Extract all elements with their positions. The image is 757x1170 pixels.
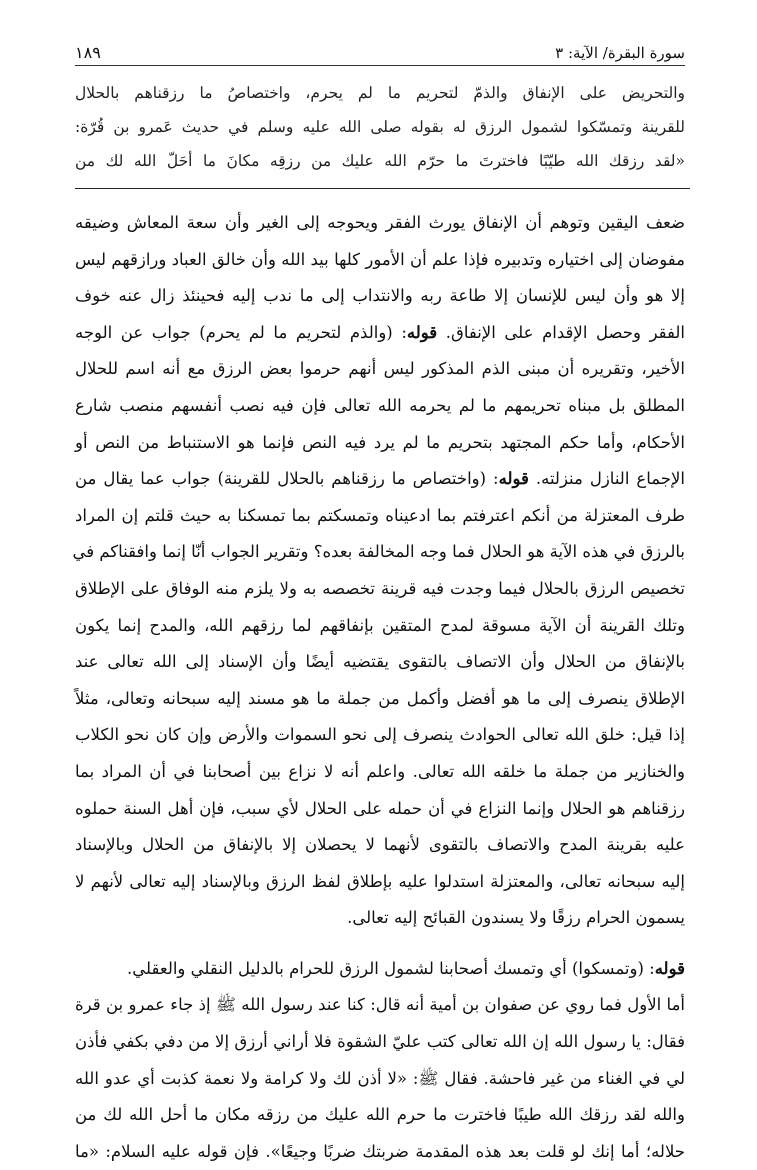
text-line: تخصيص الرزق بالحلال فيما وجدت فيه قرينة تخصصه به ولا يلزم منه الوفاق على الإطلاق xyxy=(75,578,685,598)
text-line: بالإنفاق من الحلال وأن الاتصاف بالتقوى يقتضيه أيضًا وأن الإسناد إلى الله تعالى عند xyxy=(75,652,685,672)
text-line: رزقناهم هو الحلال وإنما النزاع في أن حمله على الحلال لأي سبب، فإن أهل السنة حملوه xyxy=(75,798,685,818)
text-line: إليه سبحانه تعالى، والمعتزلة استدلوا عليه بإطلاق لفظ الرزق وبالإسناد إليه تعالى لأنهم لا xyxy=(75,871,685,891)
paragraph-gap xyxy=(75,937,685,951)
text-line xyxy=(75,315,685,352)
keyword-qawluhu: قوله xyxy=(498,469,529,489)
page-number: ١٨٩ xyxy=(75,43,101,62)
text-line: أما الأول فما روي عن صفوان بن أمية أنه قال: كنا عند رسول الله ﷺ إذ جاء عمرو بن قرة xyxy=(75,995,685,1015)
text-line: إلا هو وأن ليس للإنسان إلا طاعة ربه والانتداب إلى ما ندب إليه فحينئذ زال عنه خوف xyxy=(75,286,685,306)
text-line: وتلك القرينة أن الآية مسوقة لمدح المتقين بإنفاقهم لما رزقهم الله، والمدح إنما يكون xyxy=(75,615,685,635)
text-line: إذا قيل: خلق الله تعالى الحوادث ينصرف إلى نحو السموات والأرض وإن كان نحو الكلاب xyxy=(75,725,685,745)
text-line: مفوضان إلى اختياره وتدبيره فإذا علم أن الأمور كلها بيد الله وأن خالق العباد ورازقهم ليس xyxy=(75,249,685,269)
text-line: والخنازير من جملة ما خلقه الله تعالى. واعلم أنه لا نزاع بين أصحابنا في أن المراد بما xyxy=(75,761,685,781)
text-line xyxy=(75,461,685,498)
text-line: المطلق بل مبناه تحريمهم ما لم يحرمه الله تعالى فإن فيه نصب أنفسهم منصب شارع xyxy=(75,395,685,415)
text-line: طرف المعتزلة من أنكم اعترفتم بما ادعيناه وتمسكتم بما تمسكنا به حيث قلتم إن المراد xyxy=(75,505,685,525)
text-run: الفقر وحصل الإقدام على الإنفاق. xyxy=(445,322,685,342)
commentary-text xyxy=(72,205,685,1170)
text-line: بالرزق في هذه الآية هو الحلال فما وجه المخالفة بعده؟ وتقرير الجواب أنّا إنما وافقناكم في xyxy=(72,542,685,562)
text-run: : (واختصاص ما رزقناهم بالحلال للقرينة) جواب عما يقال من xyxy=(75,469,499,489)
page-header xyxy=(75,36,685,66)
text-line: الأحكام، وأما حكم المجتهد بتحريم ما لم يرد فيه النص فإنما هو الاستنباط من النص أو xyxy=(75,432,685,452)
text-run: الإجماع النازل منزلته. xyxy=(535,469,685,489)
text-run: : (والذم لتحريم ما لم يحرم) جواب عن الوجه xyxy=(75,322,407,342)
text-line: لي في الغناء من غير فاحشة. فقال ﷺ: «لا أذن لك ولا كرامة ولا نعمة كذبت أي عدو الله xyxy=(75,1068,685,1088)
text-line: والله لقد رزقك الله طيبًا فاخترت ما حرم الله عليك من رزقه مكان ما أحل الله لك من xyxy=(75,1105,685,1125)
text-line: الأخير، وتقريره أن مبنى الذم المذكور ليس أنهم حرموا بعض الرزق مع أنه اسم للحلال xyxy=(75,359,685,379)
matn-line: للقرينة وتمسّكوا لشمول الرزق له بقوله صلى الله عليه وسلم في حديث عَمرو بن قُرّة: xyxy=(75,118,685,136)
section-divider xyxy=(75,188,690,189)
quoted-matn-text xyxy=(75,76,685,178)
text-line: الإطلاق ينصرف إلى ما هو أفضل وأكمل من جملة ما هو مسند إليه سبحانه وتعالى، مثلاً xyxy=(75,688,685,708)
text-run: : (وتمسكوا) أي وتمسك أصحابنا لشمول الرزق للحرام بالدليل النقلي والعقلي. xyxy=(127,958,655,978)
matn-line: والتحريض على الإنفاق والذمّ لتحريم ما لم يحرم، واختصاصُ ما رزقناهم بالحلال xyxy=(75,84,685,102)
text-line xyxy=(75,951,685,988)
running-title: سورة البقرة/ الآية: ٣ xyxy=(555,44,685,62)
keyword-qawluhu: قوله xyxy=(406,322,438,342)
keyword-qawluhu: قوله xyxy=(654,958,685,978)
text-line: فقال: يا رسول الله إن الله تعالى كتب عليّ الشقوة فلا أراني أرزق إلا من دفي بكفي فأذن xyxy=(75,1032,685,1052)
text-line: يسمون الحرام رزقًا ولا يسندون القبائح إليه تعالى. xyxy=(347,908,685,928)
text-line: ضعف اليقين وتوهم أن الإنفاق يورث الفقر ويحوجه إلى الغير وأن سعة المعاش وضيقه xyxy=(75,213,685,232)
matn-line: «لقد رزقك الله طيّبًا فاخترتَ ما حرّم الله عليك من رزقِه مكانَ ما أحَلّ الله لك من xyxy=(75,152,685,170)
text-line: حلاله؛ أما إنك لو قلت بعد هذه المقدمة ضربتك ضربًا وجيعًا». فإن قوله عليه السلام: «ما xyxy=(75,1141,685,1161)
text-line: عليه بقرينة المدح والاتصاف بالتقوى لأنهما لا يحصلان إلا بالإنفاق من الحلال وبالإسناد xyxy=(75,835,685,855)
